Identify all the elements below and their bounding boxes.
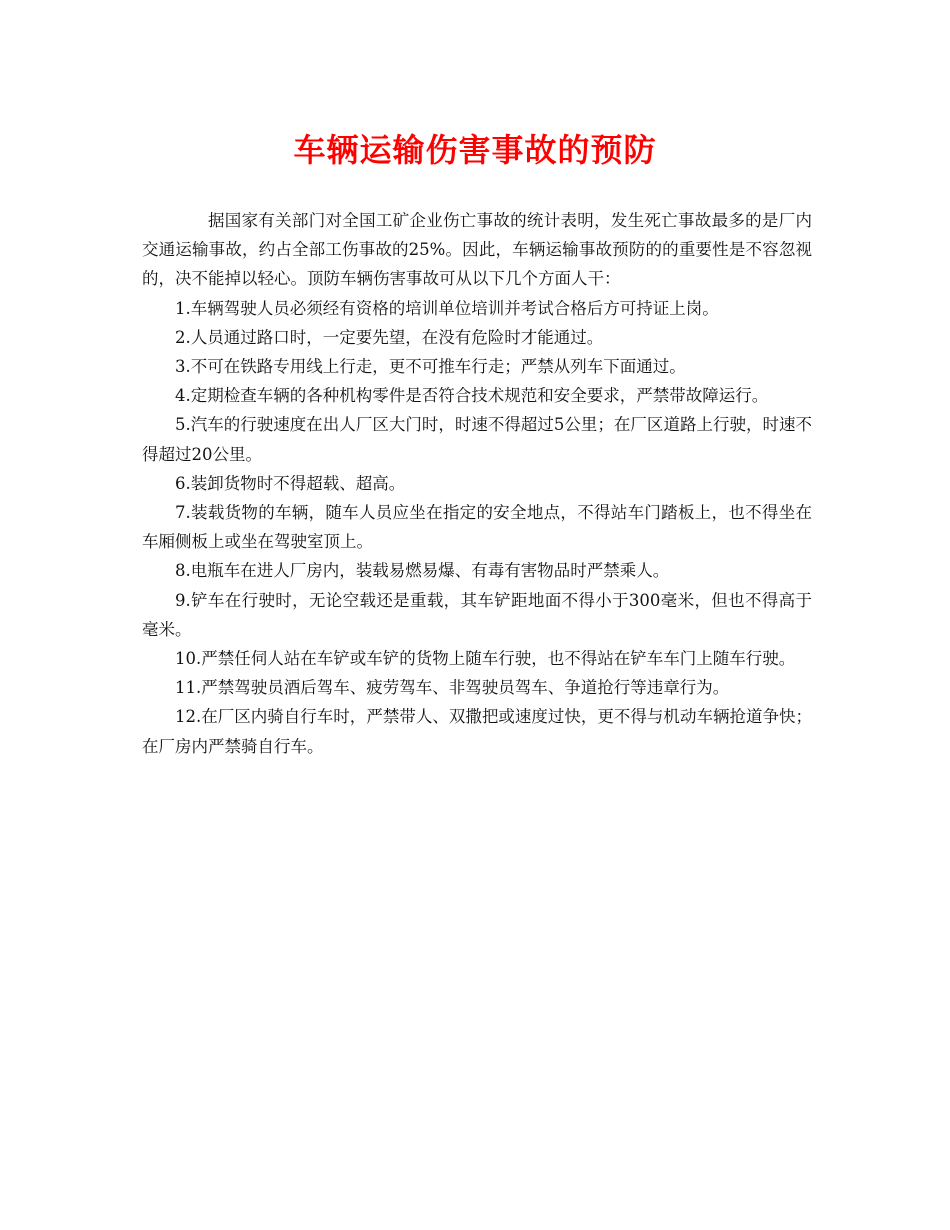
document-body	[142, 206, 812, 761]
list-item: 3.不可在铁路专用线上行走，更不可推车行走；严禁从列车下面通过。	[175, 357, 686, 377]
list-item: 4.定期检查车辆的各种机构零件是否符合技术规范和安全要求，严禁带故障运行。	[175, 386, 769, 406]
list-item: 7.装载货物的车辆，随车人员应坐在指定的安全地点，不得站车门踏板上，也不得坐在车厢侧板上或坐在驾驶室顶上。	[142, 503, 812, 552]
list-item: 2.人员通过路口时，一定要先望，在没有危险时才能通过。	[175, 327, 604, 347]
list-item: 8.电瓶车在进人厂房内，装载易燃易爆、有毒有害物品时严禁乘人。	[175, 561, 670, 581]
list-item: 12.在厂区内骑自行车时，严禁带人、双撒把或速度过快，更不得与机动车辆抢道争快；在厂房内严禁骑自行车。	[142, 707, 812, 756]
list-item: 11.严禁驾驶员酒后驾车、疲劳驾车、非驾驶员驾车、争道抢行等违章行为。	[175, 678, 730, 698]
list-item: 10.严禁任伺人站在车铲或车铲的货物上随车行驶，也不得站在铲车车门上随车行驶。	[175, 649, 796, 669]
intro-paragraph: 据国家有关部门对全国工矿企业伤亡事故的统计表明，发生死亡事故最多的是厂内交通运输事故，约占全部工伤事故的25%。因此，车辆运输事故预防的的重要性是不容忽视的，决不能掉以轻心。顶防车辆伤害事故可从以下几个方面人干：	[142, 211, 812, 289]
list-item: 6.装卸货物时不得超载、超高。	[175, 473, 406, 493]
list-item: 5.汽车的行驶速度在出人厂区大门时，时速不得超过5公里；在厂区道路上行驶，时速不得超过20公里。	[142, 415, 812, 464]
list-item: 9.铲车在行驶时，无论空载还是重载，其车铲距地面不得小于300毫米，但也不得高于毫米。	[142, 590, 812, 639]
document-title: 车辆运输伤害事故的预防	[293, 131, 657, 169]
list-item: 1.车辆驾驶人员必须经有资格的培训单位培训并考试合格后方可持证上岗。	[175, 298, 719, 318]
